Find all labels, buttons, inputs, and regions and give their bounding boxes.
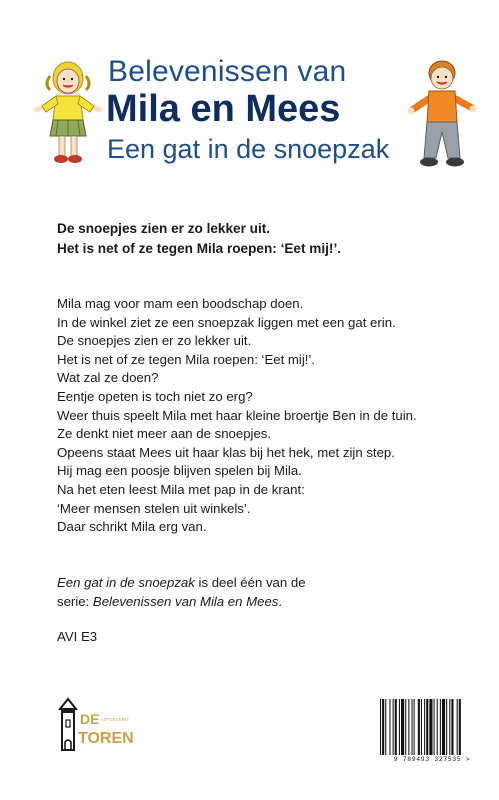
barcode-bar [389, 699, 390, 755]
cover-subtitle: Een gat in de snoepzak [107, 134, 390, 164]
barcode-bar [401, 699, 404, 755]
barcode-bar [449, 699, 450, 755]
series-line-1 [57, 573, 306, 592]
barcode-bar [418, 699, 420, 755]
barcode-bar [395, 699, 397, 755]
cover-title-line1: Belevenissen van [108, 55, 347, 88]
avi-level: AVI E3 [57, 629, 98, 644]
book-title: Een gat in de snoepzak [57, 575, 195, 590]
blurb-line: Eentje opeten is toch niet zo erg? [57, 388, 253, 404]
publisher-uitgeverij: UITGEVERIJ [102, 717, 129, 722]
barcode-bar [440, 699, 441, 755]
intro-text [57, 219, 341, 259]
intro-line: Het is net of ze tegen Mila roepen: ‘Eet mij!’. [57, 241, 342, 256]
blurb-line: Wat zal ze doen? [57, 370, 159, 386]
series-name: Belevenissen van Mila en Mees [92, 594, 279, 609]
blurb-line: ‘Meer mensen stelen uit winkels’. [57, 500, 251, 516]
publisher-logo [54, 695, 134, 753]
publisher-toren: TOREN [78, 730, 134, 747]
barcode-bar [457, 699, 458, 755]
blurb-line: Opeens staat Mees uit haar klas bij het hek, met zijn step. [57, 444, 395, 460]
blurb-line: Mila mag voor mam een boodschap doen. [57, 296, 304, 311]
series-suffix: . [278, 594, 283, 609]
blurb-line: Hij mag een poosje blijven spelen bij Mila. [57, 463, 302, 479]
barcode-bar [412, 699, 413, 755]
barcode-bar [421, 699, 422, 755]
series-line-2 [57, 592, 306, 611]
blurb-line: Het is net of ze tegen Mila roepen: ‘Eet mij!’. [57, 351, 316, 367]
barcode-bar [434, 699, 435, 755]
barcode-bar [446, 699, 447, 755]
barcode-bar [429, 699, 432, 755]
publisher-de: DE [80, 711, 100, 727]
blurb-line: De snoepjes zien er zo lekker uit. [57, 333, 252, 349]
blurb-line: Na het eten leest Mila met pap in de krant: [57, 481, 305, 497]
barcode-bar [393, 699, 394, 755]
series-note [57, 573, 306, 611]
mila-illustration [28, 58, 108, 168]
blurb-text [57, 295, 417, 537]
barcode-bar [405, 699, 406, 755]
cover-title-line2: Mila en Mees [106, 88, 341, 130]
mees-illustration [406, 58, 478, 172]
barcode-bar [414, 699, 415, 755]
blurb-line: Ze denkt niet meer aan de snoepjes. [57, 426, 272, 442]
barcode-bar [380, 699, 381, 755]
barcode-bar [426, 699, 428, 755]
barcode-bar [399, 699, 400, 755]
blurb-line: In de winkel ziet ze een snoepzak liggen met een gat erin. [57, 314, 396, 330]
barcode-bar [424, 699, 425, 755]
barcode-bar [382, 699, 384, 755]
barcode-bar [408, 699, 409, 755]
series-mid: is deel één van de [194, 575, 306, 590]
barcode-bar [451, 699, 453, 755]
barcode-bar [437, 699, 438, 755]
isbn-digits: 9 789493 327535 > [393, 756, 471, 763]
intro-line: De snoepjes zien er zo lekker uit. [57, 221, 271, 236]
barcode-bar [442, 699, 445, 755]
series-prefix: serie: [57, 594, 93, 609]
barcode-bar [459, 699, 461, 755]
barcode-bar [385, 699, 386, 755]
blurb-line: Daar schrikt Mila erg van. [57, 519, 207, 535]
blurb-line: Weer thuis speelt Mila met haar kleine broertje Ben in de tuin. [57, 407, 417, 423]
